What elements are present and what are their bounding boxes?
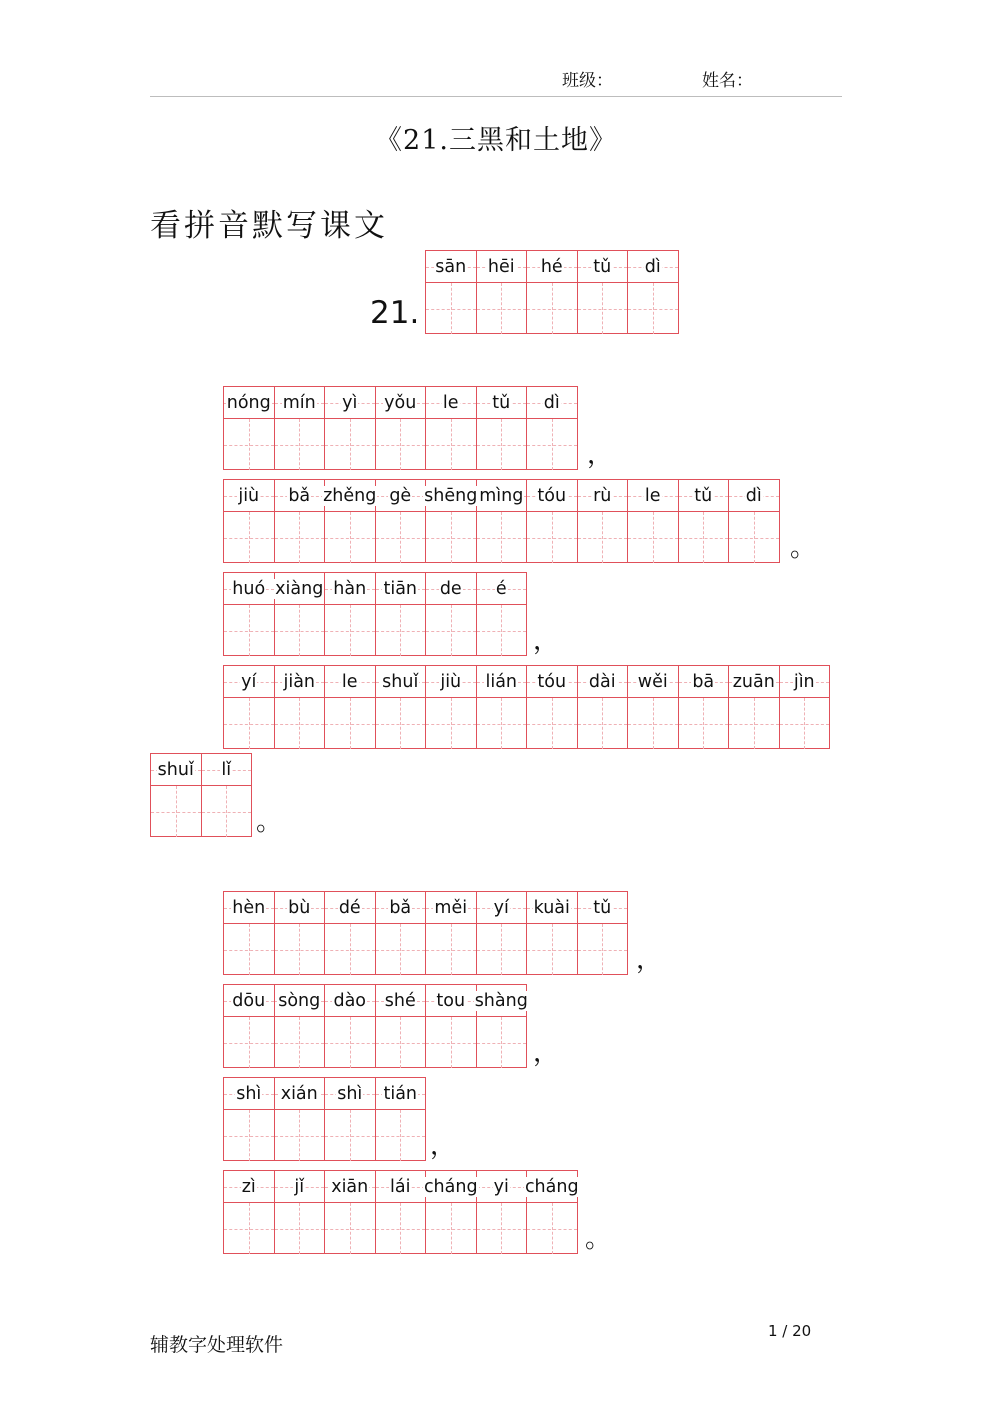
pinyin-box — [325, 985, 375, 1017]
tianzige-cell[interactable] — [476, 479, 528, 563]
section-title: 看拼音默写课文 — [150, 208, 388, 244]
tianzige-cell[interactable] — [577, 479, 629, 563]
hanzi-writing-box[interactable] — [578, 283, 628, 334]
pinyin-label: bǎ — [389, 897, 412, 918]
tianzige-cell[interactable] — [476, 665, 528, 749]
pinyin-label: dōu — [232, 990, 266, 1011]
tianzige-cell[interactable] — [324, 1170, 376, 1254]
hanzi-writing-box[interactable] — [477, 512, 527, 563]
hanzi-writing-box[interactable] — [275, 924, 325, 975]
hanzi-writing-box[interactable] — [477, 419, 527, 470]
tianzige-cell[interactable] — [526, 891, 578, 975]
pinyin-box — [224, 480, 274, 512]
pinyin-box — [423, 1171, 478, 1203]
hanzi-writing-box[interactable] — [477, 1017, 527, 1068]
pinyin-label: shàng — [474, 990, 528, 1011]
tianzige-cell[interactable] — [375, 1077, 427, 1161]
hanzi-writing-box[interactable] — [628, 283, 678, 334]
pinyin-box — [376, 573, 426, 605]
hanzi-writing-box[interactable] — [578, 512, 628, 563]
tianzige-cell[interactable] — [223, 479, 275, 563]
tianzige-cell[interactable] — [324, 665, 376, 749]
pinyin-label: tǔ — [593, 256, 612, 277]
tianzige-cell[interactable] — [375, 984, 427, 1068]
hanzi-writing-box[interactable] — [275, 605, 325, 656]
name-label: 姓名： — [702, 71, 753, 91]
tianzige-cell[interactable] — [274, 479, 326, 563]
page-title: 《21.三黑和土地》 — [375, 125, 617, 156]
pinyin-box — [224, 666, 274, 698]
tianzige-cell[interactable] — [678, 479, 730, 563]
pinyin-label: hèn — [232, 897, 266, 918]
tianzige-cell[interactable] — [425, 479, 477, 563]
pinyin-box — [527, 387, 577, 419]
pinyin-box — [729, 666, 779, 698]
pinyin-box — [780, 666, 830, 698]
hanzi-writing-box[interactable] — [151, 786, 201, 837]
grid-row — [150, 753, 251, 837]
pinyin-label: jìn — [793, 671, 815, 692]
pinyin-box — [477, 1171, 527, 1203]
pinyin-label: lái — [390, 1176, 411, 1197]
pinyin-label: le — [341, 671, 358, 692]
pinyin-box — [275, 573, 325, 605]
grid-row — [223, 572, 526, 656]
tianzige-cell[interactable] — [274, 1077, 326, 1161]
pinyin-label: yi — [493, 1176, 509, 1197]
hanzi-writing-box[interactable] — [275, 1203, 325, 1254]
pinyin-label: dì — [543, 392, 560, 413]
hanzi-writing-box[interactable] — [275, 1110, 325, 1161]
tianzige-cell[interactable] — [223, 1077, 275, 1161]
hanzi-writing-box[interactable] — [376, 1203, 426, 1254]
hanzi-writing-box[interactable] — [275, 698, 325, 749]
page-number: 1 / 20 — [768, 1322, 812, 1340]
hanzi-writing-box[interactable] — [224, 1203, 274, 1254]
hanzi-writing-box[interactable] — [426, 1203, 476, 1254]
tianzige-cell[interactable] — [324, 1077, 376, 1161]
hanzi-writing-box[interactable] — [376, 924, 426, 975]
pinyin-box — [527, 480, 577, 512]
pinyin-box — [477, 480, 527, 512]
pinyin-label: le — [644, 485, 661, 506]
pinyin-label: rù — [593, 485, 612, 506]
punctuation-mark: 。 — [790, 533, 817, 563]
pinyin-box — [275, 985, 325, 1017]
pinyin-box — [325, 892, 375, 924]
pinyin-label: tiān — [383, 578, 418, 599]
pinyin-label: jiàn — [283, 671, 316, 692]
punctuation-mark: ， — [533, 626, 560, 656]
pinyin-box — [376, 480, 426, 512]
pinyin-label: měi — [434, 897, 468, 918]
tianzige-cell[interactable] — [324, 386, 376, 470]
tianzige-cell[interactable] — [324, 891, 376, 975]
pinyin-box — [628, 666, 678, 698]
hanzi-writing-box[interactable] — [224, 924, 274, 975]
pinyin-box — [477, 251, 527, 283]
hanzi-writing-box[interactable] — [275, 419, 325, 470]
tianzige-cell[interactable] — [324, 572, 376, 656]
pinyin-box — [376, 892, 426, 924]
pinyin-label: zhěng — [323, 485, 377, 506]
hanzi-writing-box[interactable] — [325, 1110, 375, 1161]
hanzi-writing-box[interactable] — [376, 1110, 426, 1161]
pinyin-label: yí — [493, 897, 509, 918]
tianzige-cell[interactable] — [425, 984, 477, 1068]
punctuation-mark: 。 — [585, 1224, 612, 1254]
tianzige-cell[interactable] — [223, 386, 275, 470]
pinyin-label: huó — [232, 578, 266, 599]
tianzige-cell[interactable] — [223, 984, 275, 1068]
pinyin-label: cháng — [524, 1176, 579, 1197]
pinyin-label: zì — [241, 1176, 256, 1197]
pinyin-label: gè — [389, 485, 412, 506]
tianzige-cell[interactable] — [627, 250, 679, 334]
pinyin-label: yì — [342, 392, 358, 413]
pinyin-label: dào — [333, 990, 367, 1011]
tianzige-cell[interactable] — [678, 665, 730, 749]
punctuation-mark: ， — [430, 1131, 457, 1161]
pinyin-box — [679, 666, 729, 698]
hanzi-writing-box[interactable] — [477, 283, 527, 334]
tianzige-cell[interactable] — [526, 479, 578, 563]
hanzi-writing-box[interactable] — [325, 1017, 375, 1068]
pinyin-label: hēi — [487, 256, 515, 277]
pinyin-label: mìng — [479, 485, 524, 506]
punctuation-mark: 。 — [256, 807, 283, 837]
tianzige-cell[interactable] — [375, 572, 427, 656]
tianzige-cell[interactable] — [375, 665, 427, 749]
pinyin-box — [578, 892, 628, 924]
grid-row — [223, 984, 526, 1068]
pinyin-label: jǐ — [294, 1176, 305, 1197]
pinyin-box — [527, 251, 577, 283]
pinyin-box — [325, 387, 375, 419]
hanzi-writing-box[interactable] — [527, 283, 577, 334]
pinyin-box — [527, 892, 577, 924]
hanzi-writing-box[interactable] — [729, 698, 779, 749]
pinyin-label: shēng — [424, 485, 478, 506]
hanzi-writing-box[interactable] — [376, 605, 426, 656]
tianzige-cell[interactable] — [375, 386, 427, 470]
tianzige-cell[interactable] — [577, 891, 629, 975]
hanzi-writing-box[interactable] — [224, 605, 274, 656]
pinyin-label: mín — [282, 392, 316, 413]
grid-row — [223, 479, 779, 563]
pinyin-box — [426, 480, 476, 512]
pinyin-box — [224, 573, 274, 605]
pinyin-label: tǔ — [492, 392, 511, 413]
hanzi-writing-box[interactable] — [325, 512, 375, 563]
hanzi-writing-box[interactable] — [224, 1017, 274, 1068]
tianzige-cell[interactable] — [476, 984, 528, 1068]
pinyin-box — [202, 754, 252, 786]
tianzige-cell[interactable] — [627, 665, 679, 749]
pinyin-box — [679, 480, 729, 512]
hanzi-writing-box[interactable] — [527, 419, 577, 470]
tianzige-cell[interactable] — [476, 250, 528, 334]
pinyin-box — [628, 251, 678, 283]
pinyin-label: shuǐ — [382, 671, 419, 692]
pinyin-label: dì — [644, 256, 661, 277]
pinyin-label: xiān — [331, 1176, 369, 1197]
pinyin-box — [426, 387, 476, 419]
pinyin-label: yí — [241, 671, 257, 692]
tianzige-cell[interactable] — [274, 984, 326, 1068]
hanzi-writing-box[interactable] — [628, 698, 678, 749]
hanzi-writing-box[interactable] — [527, 698, 577, 749]
pinyin-box — [325, 666, 375, 698]
hanzi-writing-box[interactable] — [527, 924, 577, 975]
pinyin-label: lǐ — [221, 759, 232, 780]
hanzi-writing-box[interactable] — [376, 512, 426, 563]
pinyin-label: tóu — [537, 671, 567, 692]
pinyin-label: kuài — [533, 897, 570, 918]
pinyin-label: wěi — [637, 671, 668, 692]
pinyin-box — [426, 573, 476, 605]
pinyin-label: tou — [436, 990, 466, 1011]
tianzige-cell[interactable] — [425, 1170, 477, 1254]
hanzi-writing-box[interactable] — [527, 512, 577, 563]
pinyin-label: tǔ — [593, 897, 612, 918]
pinyin-box — [224, 892, 274, 924]
hanzi-writing-box[interactable] — [224, 698, 274, 749]
pinyin-box — [527, 666, 577, 698]
pinyin-box — [224, 387, 274, 419]
pinyin-box — [477, 892, 527, 924]
pinyin-label: lián — [485, 671, 518, 692]
header-divider — [150, 96, 842, 97]
pinyin-label: de — [439, 578, 462, 599]
tianzige-cell[interactable] — [223, 665, 275, 749]
pinyin-box — [477, 387, 527, 419]
tianzige-cell[interactable] — [223, 891, 275, 975]
tianzige-cell[interactable] — [476, 572, 528, 656]
hanzi-writing-box[interactable] — [578, 924, 628, 975]
hanzi-writing-box[interactable] — [325, 698, 375, 749]
pinyin-box — [477, 666, 527, 698]
pinyin-label: shì — [337, 1083, 363, 1104]
pinyin-label: bù — [288, 897, 311, 918]
tianzige-cell[interactable] — [425, 386, 477, 470]
hanzi-writing-box[interactable] — [202, 786, 252, 837]
punctuation-mark: ， — [533, 1038, 560, 1068]
pinyin-label: xiàng — [275, 578, 324, 599]
grid-row — [223, 1077, 425, 1161]
hanzi-writing-box[interactable] — [376, 419, 426, 470]
tianzige-cell[interactable] — [526, 1170, 578, 1254]
hanzi-writing-box[interactable] — [729, 512, 779, 563]
pinyin-box — [524, 1171, 579, 1203]
pinyin-label: é — [495, 578, 507, 599]
pinyin-label: cháng — [423, 1176, 478, 1197]
tianzige-cell[interactable] — [375, 1170, 427, 1254]
tianzige-cell[interactable] — [274, 386, 326, 470]
hanzi-writing-box[interactable] — [426, 1017, 476, 1068]
pinyin-box — [275, 387, 325, 419]
hanzi-writing-box[interactable] — [426, 924, 476, 975]
pinyin-box — [376, 1078, 426, 1110]
pinyin-label: tǔ — [694, 485, 713, 506]
grid-row — [223, 891, 627, 975]
hanzi-writing-box[interactable] — [325, 924, 375, 975]
class-label: 班级： — [562, 71, 613, 91]
pinyin-box — [426, 251, 476, 283]
pinyin-label: le — [442, 392, 459, 413]
tianzige-cell[interactable] — [526, 665, 578, 749]
pinyin-box — [325, 1078, 375, 1110]
grid-row — [425, 250, 678, 334]
pinyin-label: yǒu — [384, 392, 417, 413]
hanzi-writing-box[interactable] — [275, 1017, 325, 1068]
pinyin-box — [376, 985, 426, 1017]
hanzi-writing-box[interactable] — [628, 512, 678, 563]
footer-software: 辅教字处理软件 — [150, 1334, 284, 1356]
tianzige-cell[interactable] — [476, 1170, 528, 1254]
hanzi-writing-box[interactable] — [527, 1203, 577, 1254]
pinyin-label: shì — [236, 1083, 262, 1104]
pinyin-box — [275, 1171, 325, 1203]
tianzige-cell[interactable] — [728, 479, 780, 563]
tianzige-cell[interactable] — [274, 891, 326, 975]
punctuation-mark: ， — [636, 945, 663, 975]
hanzi-writing-box[interactable] — [426, 512, 476, 563]
tianzige-cell[interactable] — [274, 1170, 326, 1254]
hanzi-writing-box[interactable] — [325, 419, 375, 470]
tianzige-cell[interactable] — [577, 665, 629, 749]
pinyin-box — [729, 480, 779, 512]
tianzige-cell[interactable] — [375, 891, 427, 975]
pinyin-box — [628, 480, 678, 512]
pinyin-box — [151, 754, 201, 786]
tianzige-cell[interactable] — [425, 572, 477, 656]
pinyin-box — [426, 892, 476, 924]
pinyin-box — [275, 666, 325, 698]
hanzi-writing-box[interactable] — [224, 1110, 274, 1161]
pinyin-box — [275, 1078, 325, 1110]
tianzige-cell[interactable] — [375, 479, 427, 563]
hanzi-writing-box[interactable] — [325, 1203, 375, 1254]
tianzige-cell[interactable] — [627, 479, 679, 563]
hanzi-writing-box[interactable] — [477, 605, 527, 656]
tianzige-cell[interactable] — [274, 572, 326, 656]
hanzi-writing-box[interactable] — [679, 512, 729, 563]
tianzige-cell[interactable] — [425, 665, 477, 749]
hanzi-writing-box[interactable] — [426, 419, 476, 470]
tianzige-cell[interactable] — [476, 386, 528, 470]
pinyin-label: hé — [540, 256, 563, 277]
grid-row — [223, 386, 577, 470]
pinyin-box — [578, 480, 628, 512]
hanzi-writing-box[interactable] — [224, 512, 274, 563]
hanzi-writing-box[interactable] — [477, 1203, 527, 1254]
pinyin-box — [275, 480, 325, 512]
grid-row — [223, 665, 829, 749]
hanzi-writing-box[interactable] — [426, 698, 476, 749]
tianzige-cell[interactable] — [223, 572, 275, 656]
tianzige-cell[interactable] — [425, 891, 477, 975]
hanzi-writing-box[interactable] — [578, 698, 628, 749]
pinyin-label: dài — [588, 671, 616, 692]
pinyin-label: jiù — [440, 671, 462, 692]
pinyin-label: sòng — [278, 990, 321, 1011]
pinyin-label: jiù — [238, 485, 260, 506]
tianzige-cell[interactable] — [201, 753, 253, 837]
tianzige-cell[interactable] — [324, 984, 376, 1068]
pinyin-box — [376, 387, 426, 419]
tianzige-cell[interactable] — [274, 665, 326, 749]
pinyin-label: dé — [338, 897, 361, 918]
pinyin-box — [224, 1078, 274, 1110]
tianzige-cell[interactable] — [150, 753, 202, 837]
tianzige-cell[interactable] — [324, 479, 376, 563]
hanzi-writing-box[interactable] — [376, 698, 426, 749]
hanzi-writing-box[interactable] — [426, 283, 476, 334]
hanzi-writing-box[interactable] — [477, 698, 527, 749]
pinyin-label: xián — [280, 1083, 318, 1104]
pinyin-label: bǎ — [288, 485, 311, 506]
pinyin-label: bā — [692, 671, 715, 692]
pinyin-label: dì — [745, 485, 762, 506]
pinyin-box — [477, 573, 527, 605]
pinyin-box — [275, 892, 325, 924]
pinyin-box — [426, 666, 476, 698]
hanzi-writing-box[interactable] — [679, 698, 729, 749]
pinyin-box — [376, 1171, 426, 1203]
pinyin-box — [474, 985, 528, 1017]
pinyin-box — [325, 1171, 375, 1203]
grid-row — [223, 1170, 577, 1254]
pinyin-label: hàn — [333, 578, 367, 599]
pinyin-box — [325, 573, 375, 605]
punctuation-mark: ， — [587, 440, 614, 470]
tianzige-cell[interactable] — [526, 386, 578, 470]
pinyin-label: zuān — [732, 671, 775, 692]
pinyin-box — [224, 985, 274, 1017]
pinyin-box — [578, 251, 628, 283]
lesson-number: 21. — [370, 295, 420, 331]
pinyin-label: tián — [383, 1083, 418, 1104]
hanzi-writing-box[interactable] — [275, 512, 325, 563]
tianzige-cell[interactable] — [779, 665, 831, 749]
hanzi-writing-box[interactable] — [224, 419, 274, 470]
tianzige-cell[interactable] — [728, 665, 780, 749]
pinyin-label: sān — [435, 256, 467, 277]
tianzige-cell[interactable] — [476, 891, 528, 975]
tianzige-cell[interactable] — [223, 1170, 275, 1254]
hanzi-writing-box[interactable] — [325, 605, 375, 656]
pinyin-label: shuǐ — [157, 759, 194, 780]
pinyin-box — [426, 985, 476, 1017]
pinyin-box — [224, 1171, 274, 1203]
hanzi-writing-box[interactable] — [780, 698, 830, 749]
pinyin-box — [578, 666, 628, 698]
pinyin-box — [376, 666, 426, 698]
pinyin-box — [325, 480, 375, 512]
tianzige-cell[interactable] — [526, 250, 578, 334]
hanzi-writing-box[interactable] — [426, 605, 476, 656]
tianzige-cell[interactable] — [425, 250, 477, 334]
hanzi-writing-box[interactable] — [477, 924, 527, 975]
pinyin-label: nóng — [226, 392, 271, 413]
pinyin-label: tóu — [537, 485, 567, 506]
pinyin-label: shé — [384, 990, 416, 1011]
tianzige-cell[interactable] — [577, 250, 629, 334]
hanzi-writing-box[interactable] — [376, 1017, 426, 1068]
